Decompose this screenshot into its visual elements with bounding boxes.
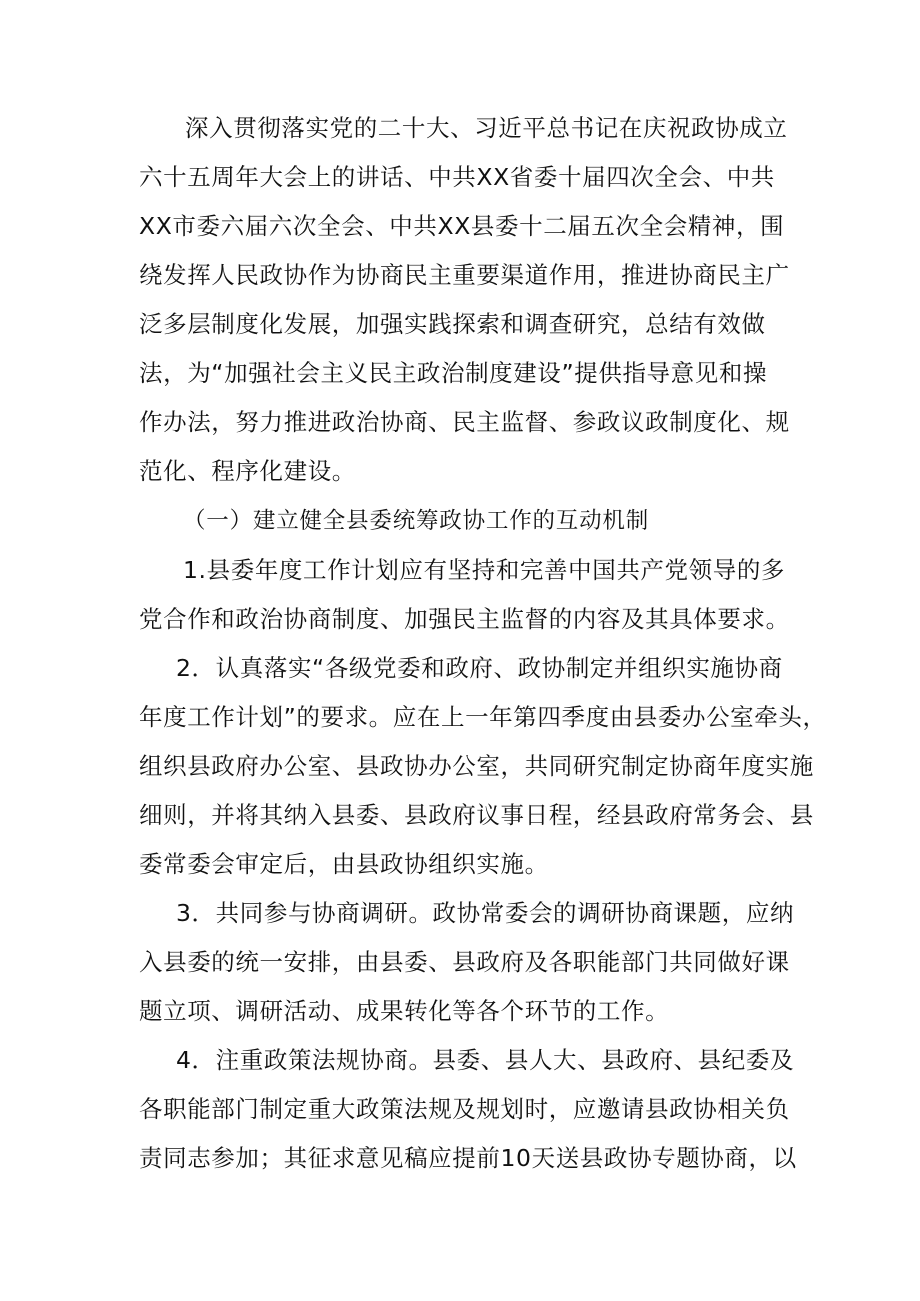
intro-line-2: 六十五周年大会上的讲话、中共XX省委十届四次全会、中共 <box>139 163 775 191</box>
item-3-line-3: 题立项、调研活动、成果转化等各个环节的工作。 <box>139 997 670 1025</box>
intro-line-7: 作办法，努力推进政治协商、民主监督、参政议政制度化、规 <box>139 408 790 436</box>
section-heading: （一）建立健全县委统筹政协工作的互动机制 <box>183 508 650 534</box>
item-2-line-1: 2．认真落实“各级党委和政府、政协制定并组织实施协商 <box>176 654 783 682</box>
item-4-line-1: 4．注重政策法规协商。县委、县人大、县政府、县纪委及 <box>176 1046 795 1074</box>
item-4-line-3: 责同志参加；其征求意见稿应提前10天送县政协专题协商，以 <box>139 1144 797 1172</box>
intro-line-6: 法，为“加强社会主义民主政治制度建设”提供指导意见和操 <box>139 359 768 387</box>
item-2-line-2: 年度工作计划”的要求。应在上一年第四季度由县委办公室牵头， <box>139 703 827 731</box>
intro-line-1: 深入贯彻落实党的二十大、习近平总书记在庆祝政协成立 <box>185 114 788 142</box>
item-1-line-1: 1.县委年度工作计划应有坚持和完善中国共产党领导的多 <box>183 556 786 584</box>
item-2-line-4: 细则，并将其纳入县委、县政府议事日程，经县政府常务会、县 <box>139 801 814 829</box>
intro-line-8: 范化、程序化建设。 <box>139 457 356 485</box>
item-2-line-5: 委常委会审定后，由县政协组织实施。 <box>139 850 549 878</box>
item-1-line-2: 党合作和政治协商制度、加强民主监督的内容及其具体要求。 <box>139 605 790 633</box>
intro-line-4: 绕发挥人民政协作为协商民主重要渠道作用，推进协商民主广 <box>139 261 790 289</box>
item-4-line-2: 各职能部门制定重大政策法规及规划时，应邀请县政协相关负 <box>139 1095 790 1123</box>
intro-line-3: XX市委六届六次全会、中共XX县委十二届五次全会精神，围 <box>139 212 785 240</box>
item-2-line-3: 组织县政府办公室、县政协办公室，共同研究制定协商年度实施 <box>139 752 814 780</box>
intro-line-5: 泛多层制度化发展，加强实践探索和调查研究，总结有效做 <box>139 310 766 338</box>
item-3-line-2: 入县委的统一安排，由县委、县政府及各职能部门共同做好课 <box>139 948 790 976</box>
item-3-line-1: 3．共同参与协商调研。政协常委会的调研协商课题，应纳 <box>176 899 795 927</box>
